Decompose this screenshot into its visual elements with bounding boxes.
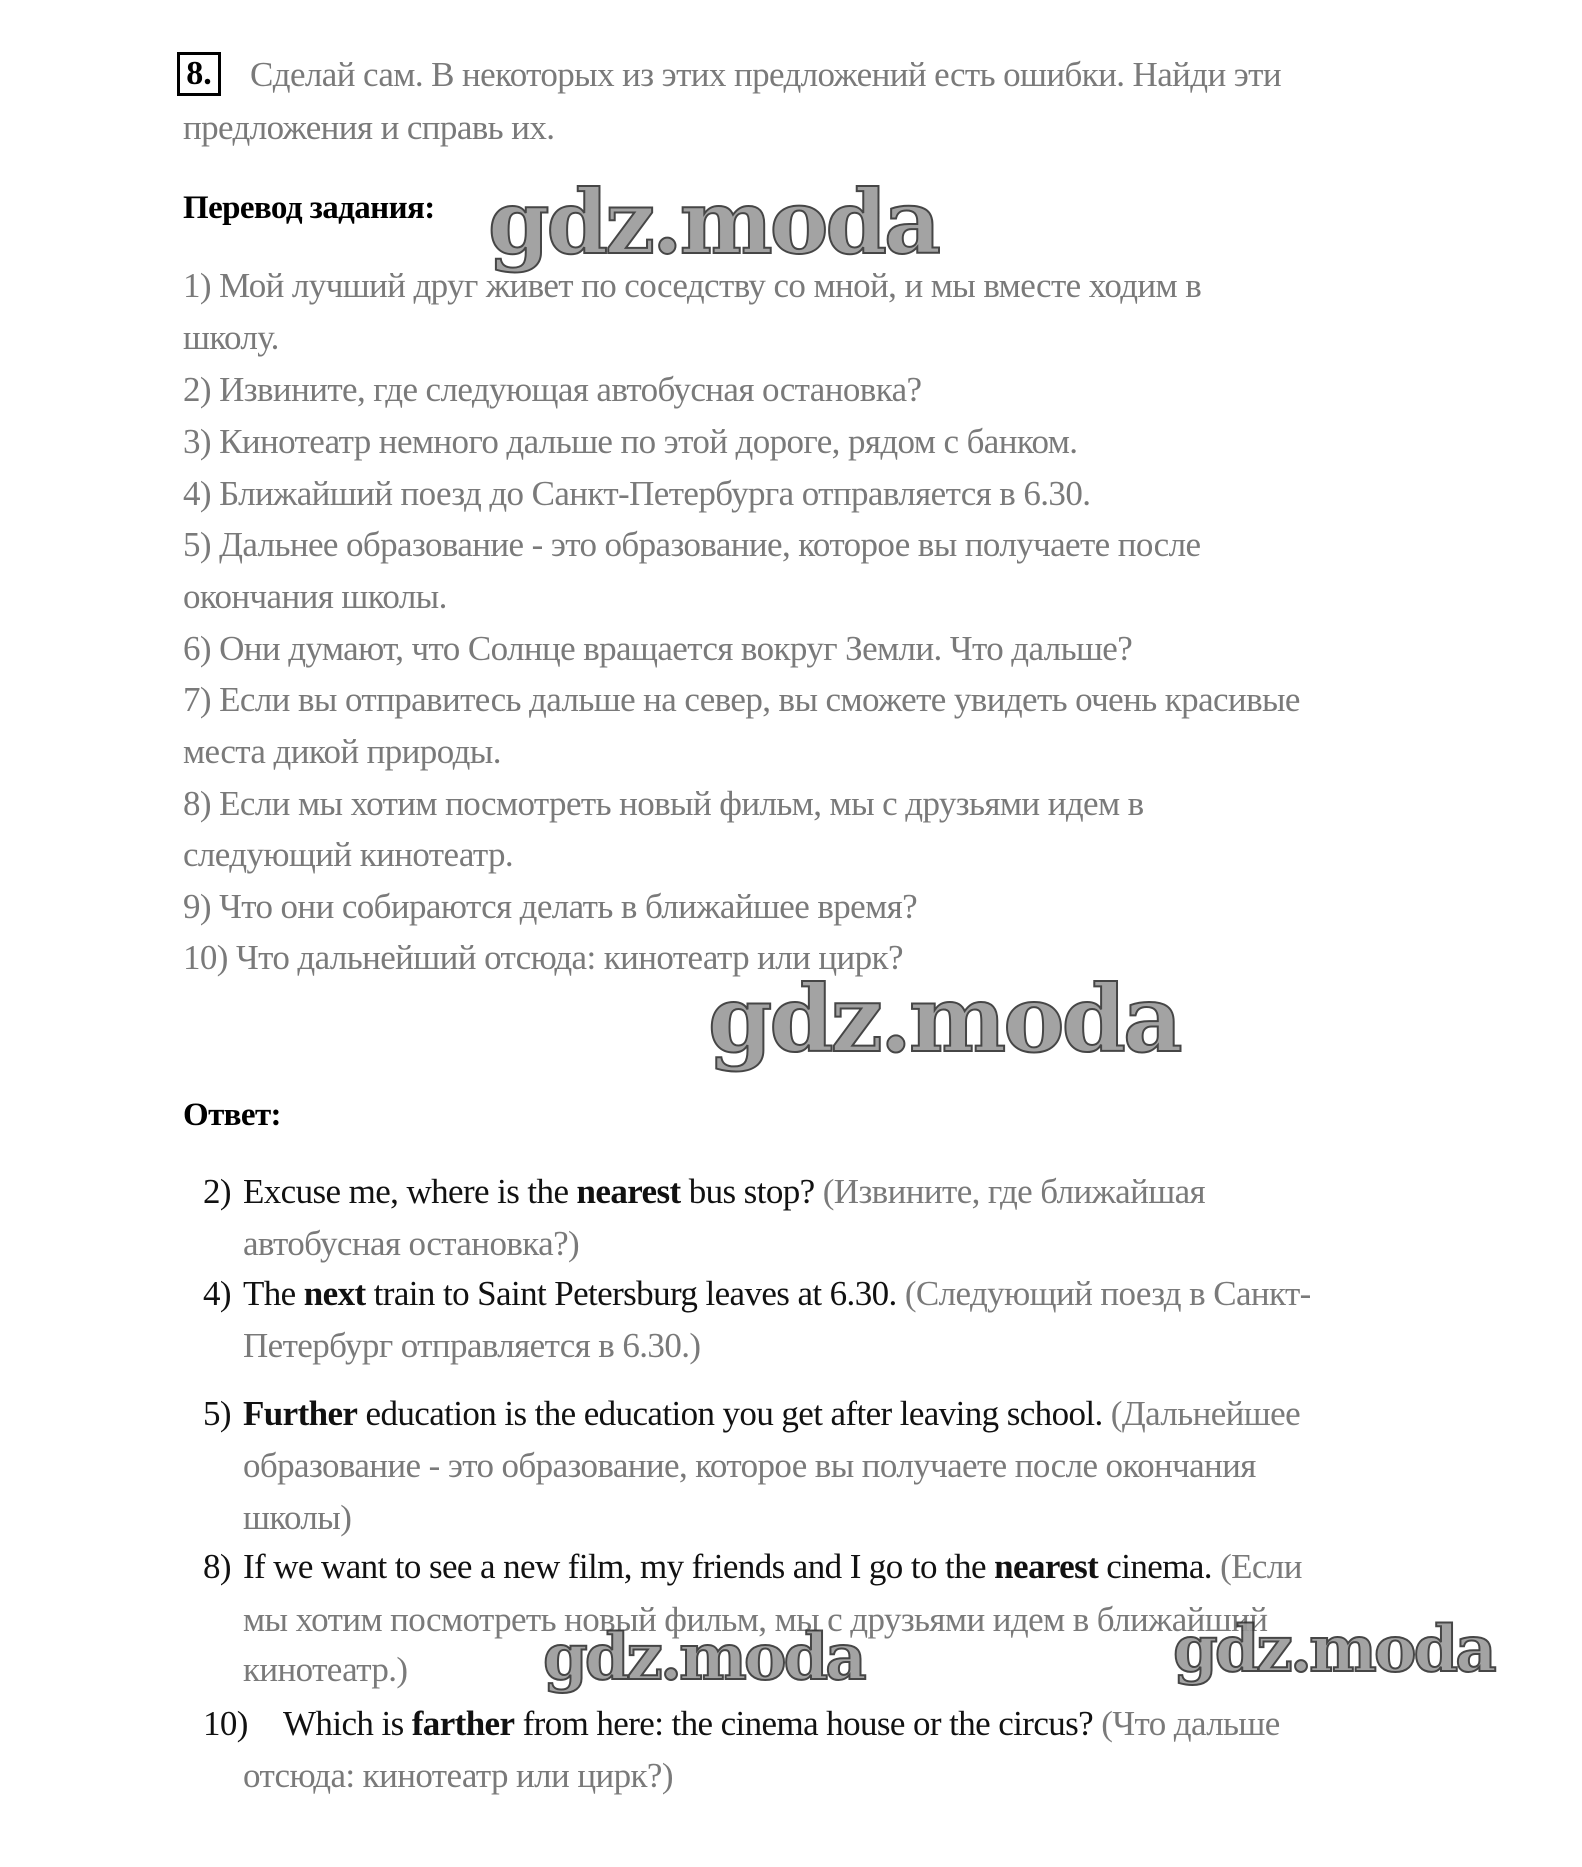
- translation-line: школу.: [183, 318, 279, 357]
- answer-translation: кинотеатр.): [243, 1650, 408, 1689]
- translation-line: окончания школы.: [183, 577, 447, 616]
- translation-line: 3) Кинотеатр немного дальше по этой дороге, рядом с банком.: [183, 422, 1078, 461]
- answer-heading: Ответ:: [183, 1097, 281, 1133]
- answer-num: 4): [203, 1274, 231, 1313]
- answer-item: [203, 1704, 1280, 1744]
- task-instruction-cont: предложения и справь их.: [183, 108, 555, 147]
- answer-item: [203, 1274, 1311, 1314]
- answer-item: [203, 1394, 1300, 1434]
- answer-bold: nearest: [576, 1172, 681, 1211]
- answer-post: train to Saint Petersburg leaves at 6.30.: [365, 1274, 897, 1313]
- answer-bold: next: [303, 1274, 366, 1313]
- answer-tr1: (Извините, где ближайшая: [814, 1172, 1206, 1211]
- answer-bold: nearest: [994, 1547, 1099, 1586]
- answer-tr1: (Если: [1211, 1547, 1302, 1586]
- answer-tr1: (Следующий поезд в Санкт-: [896, 1274, 1311, 1313]
- answer-num: 2): [203, 1172, 231, 1211]
- answer-pre: Which is: [283, 1704, 412, 1743]
- translation-line: 6) Они думают, что Солнце вращается вокруг Земли. Что дальше?: [183, 629, 1133, 668]
- answer-pre: If we want to see a new film, my friends and I go to the: [243, 1547, 995, 1586]
- answer-translation: школы): [243, 1498, 352, 1537]
- watermark-logo: gdz.moda: [488, 170, 939, 274]
- answer-bold: farther: [411, 1704, 515, 1743]
- answer-translation: автобусная остановка?): [243, 1224, 580, 1263]
- answer-translation: отсюда: кинотеатр или цирк?): [243, 1756, 673, 1795]
- answer-num: 5): [203, 1394, 231, 1433]
- answer-num: 10): [203, 1704, 248, 1743]
- answer-post: bus stop?: [680, 1172, 815, 1211]
- answer-post: education is the education you get after leaving school.: [357, 1394, 1103, 1433]
- translation-line: 2) Извините, где следующая автобусная остановка?: [183, 370, 922, 409]
- answer-item: [203, 1547, 1302, 1587]
- translation-line: 10) Что дальнейший отсюда: кинотеатр или цирк?: [183, 938, 903, 977]
- translation-line: 9) Что они собираются делать в ближайшее время?: [183, 887, 918, 926]
- translation-line: 8) Если мы хотим посмотреть новый фильм, мы с друзьями идем в: [183, 784, 1144, 823]
- translation-line: места дикой природы.: [183, 732, 501, 771]
- translation-line: 4) Ближайший поезд до Санкт-Петербурга отправляется в 6.30.: [183, 474, 1091, 513]
- answer-item: [203, 1172, 1205, 1212]
- answer-post: from here: the cinema house or the circus?: [514, 1704, 1094, 1743]
- answer-translation: мы хотим посмотреть новый фильм, мы с друзьями идем в ближайший: [243, 1600, 1268, 1639]
- translation-line: следующий кинотеатр.: [183, 835, 514, 874]
- answer-tr1: (Дальнейшее: [1102, 1394, 1301, 1433]
- answer-translation: Петербург отправляется в 6.30.): [243, 1326, 701, 1365]
- watermark-logo: gdz.moda: [708, 965, 1180, 1073]
- translation-line: 7) Если вы отправитесь дальше на север, вы сможете увидеть очень красивые: [183, 680, 1300, 719]
- translation-line: 5) Дальнее образование - это образование, которое вы получаете после: [183, 525, 1201, 564]
- answer-post: cinema.: [1098, 1547, 1212, 1586]
- answer-pre: The: [243, 1274, 304, 1313]
- answer-tr1: (Что дальше: [1093, 1704, 1280, 1743]
- task-number-box: 8.: [177, 52, 221, 96]
- answer-bold: Further: [243, 1394, 358, 1433]
- answer-num: 8): [203, 1547, 231, 1586]
- answer-translation: образование - это образование, которое вы получаете после окончания: [243, 1446, 1256, 1485]
- watermark-logo: gdz.moda: [1173, 1612, 1494, 1687]
- watermark-logo: gdz.moda: [543, 1620, 864, 1695]
- translation-heading: Перевод задания:: [183, 190, 435, 226]
- translation-line: 1) Мой лучший друг живет по соседству со мной, и мы вместе ходим в: [183, 266, 1202, 305]
- answer-pre: Excuse me, where is the: [243, 1172, 577, 1211]
- task-instruction: Сделай сам. В некоторых из этих предложений есть ошибки. Найди эти: [250, 55, 1281, 94]
